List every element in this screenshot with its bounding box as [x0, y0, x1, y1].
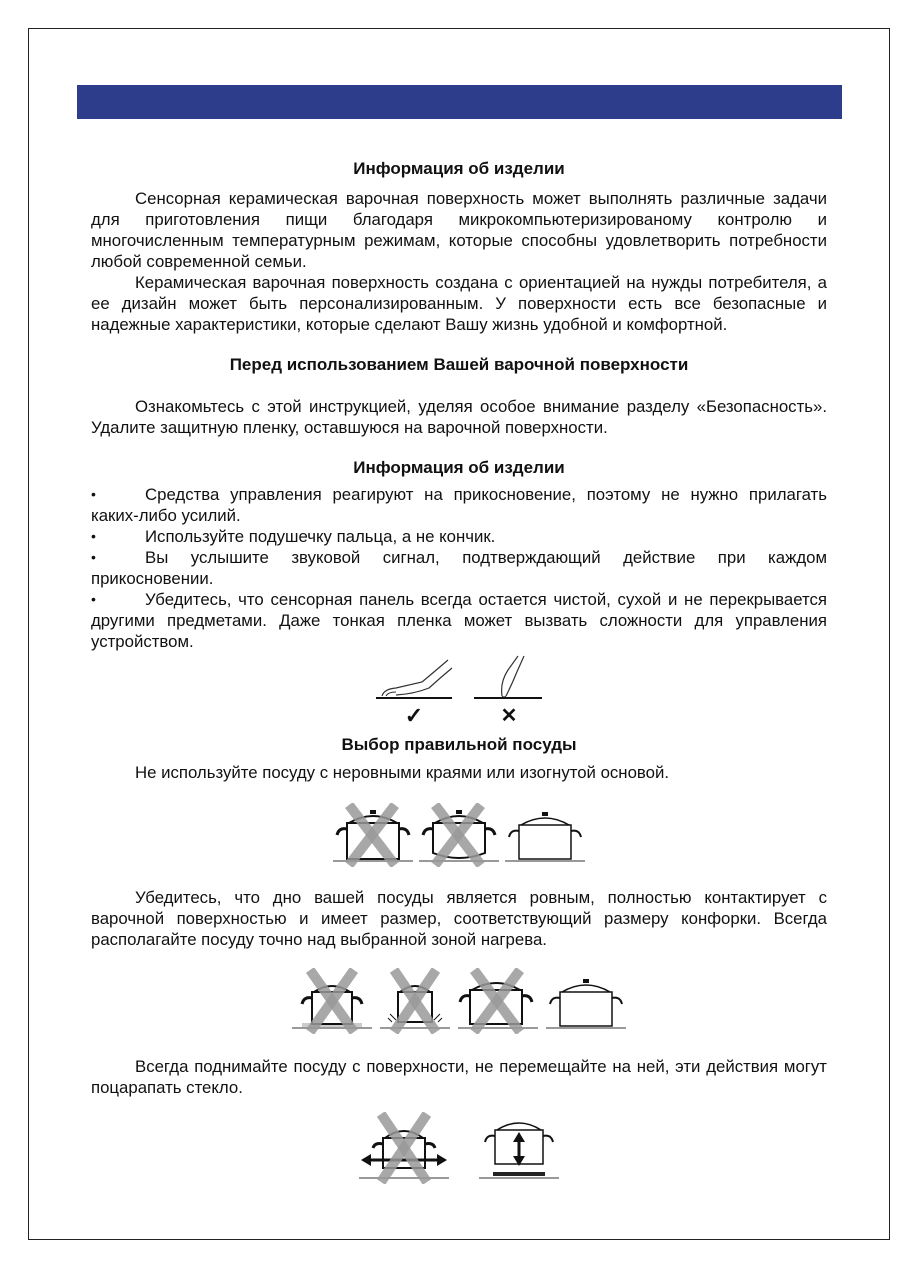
pot-uneven-edge-icon — [333, 803, 413, 867]
list-item: • Вы услышите звуковой сигнал, подтверждающий действие при каждом прикосновении. — [91, 548, 827, 588]
section-heading-cookware: Выбор правильной посуды — [341, 735, 577, 754]
list-item: • Средства управления реагируют на прикосновение, поэтому не нужно прилагать каких-либо усилий. — [91, 485, 827, 525]
paragraph: Убедитесь, что дно вашей посуды является ровным, полностью контактирует с варочной поверхностью и имеет размер, соответствующий размеру конфорки. Всегда располагайте посуду точно над выбранной зоной нагрева. — [91, 888, 827, 949]
cross-mark: ✕ — [500, 705, 518, 727]
cookware-row-3 — [91, 1112, 827, 1184]
page-content — [91, 158, 827, 1184]
fingertip-figure — [474, 654, 544, 728]
check-mark: ✓ — [404, 703, 424, 728]
paragraph: Керамическая варочная поверхность создана с ориентацией на нужды потребителя, а ее дизайн может быть персонализированным. У поверхности есть все безопасные и надежные характеристики, которые сделают Вашу жизнь удобной и комфортной. — [91, 273, 827, 334]
finger-pad-figure — [374, 654, 454, 728]
pot-curved-base-icon — [419, 803, 499, 867]
list-item: • Убедитесь, что сенсорная панель всегда остается чистой, сухой и не перекрывается другими предметами. Даже тонкая пленка может вызвать сложности для управления устройством. — [91, 590, 827, 651]
cookware-row-1 — [91, 803, 827, 867]
paragraph: Не используйте посуду с неровными краями или изогнутой основой. — [135, 763, 670, 782]
pot-sliding-icon — [359, 1112, 449, 1184]
cookware-row-2 — [91, 968, 827, 1034]
pot-off-center-icon — [458, 968, 538, 1034]
section-heading-before-use: Перед использованием Вашей варочной поверхности — [229, 355, 689, 374]
section-heading-product-info: Информация об изделии — [353, 159, 565, 178]
pot-correct-icon — [546, 968, 626, 1034]
list-item: • Используйте подушечку пальца, а не кончик. — [91, 527, 496, 546]
finger-pad-icon — [374, 654, 454, 704]
fingertip-icon — [474, 654, 544, 704]
pot-vibrating-icon — [380, 968, 450, 1034]
paragraph: Сенсорная керамическая варочная поверхность может выполнять различные задачи для приготовления пищи благодаря микрокомпьютеризированому контролю и многочисленным температурным режимам, которые способны удовлетворить потребности любой современной семьи. — [91, 189, 827, 271]
paragraph: Ознакомьтесь с этой инструкцией, уделяя особое внимание разделу «Безопасность». Удалите защитную пленку, оставшуюся на варочной поверхности. — [91, 397, 827, 437]
pot-correct-icon — [505, 803, 585, 867]
touch-illustration — [91, 654, 827, 728]
paragraph: Всегда поднимайте посуду с поверхности, не перемещайте на ней, эти действия могут поцарапать стекло. — [91, 1057, 827, 1097]
section-heading-product-info-2: Информация об изделии — [353, 458, 565, 477]
pot-too-small-icon — [292, 968, 372, 1034]
pot-lift-icon — [479, 1112, 559, 1184]
header-band — [77, 85, 842, 119]
